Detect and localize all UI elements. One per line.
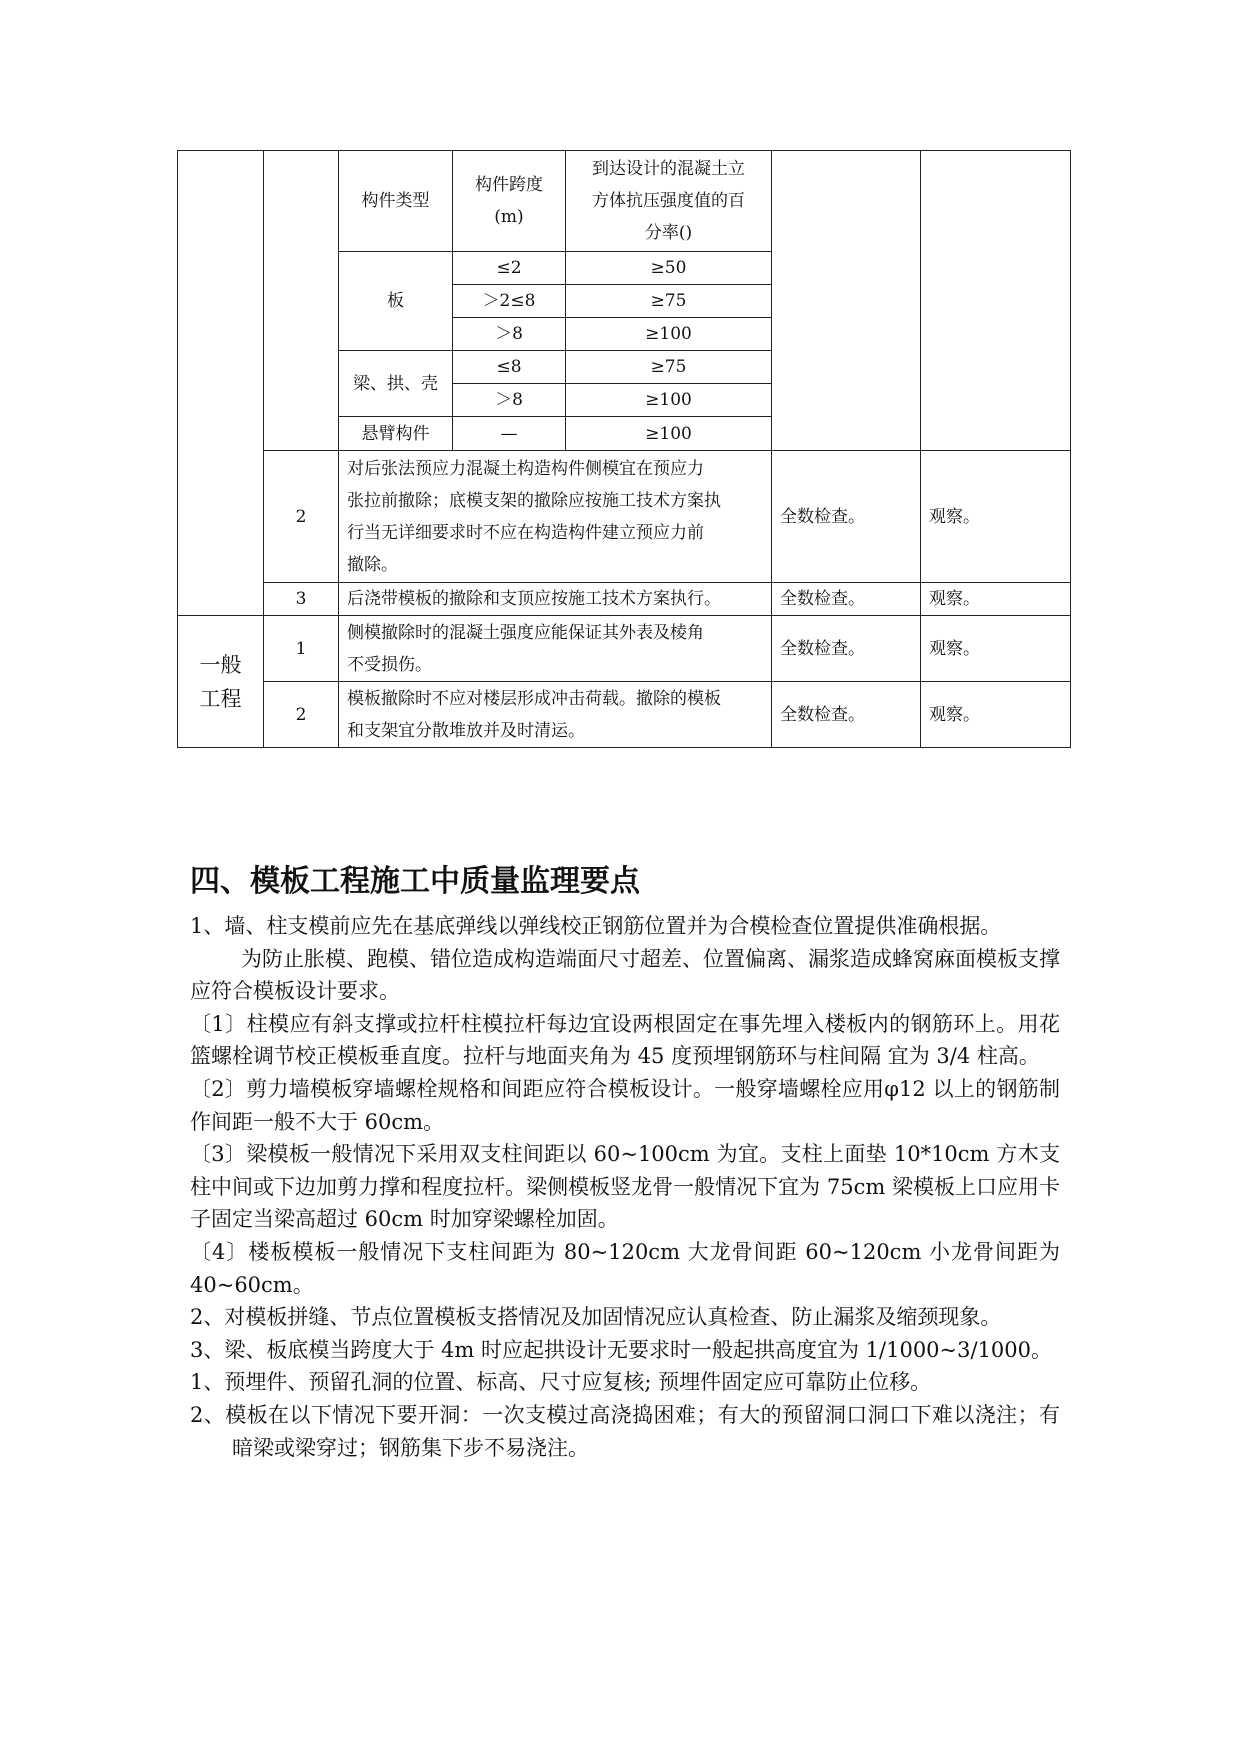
paragraph: 3、梁、板底模当跨度大于 4m 时应起拱设计无要求时一般起拱高度宜为 1/1000~3/1000。 [190, 1337, 1053, 1362]
beam-span-1: ≤8 [453, 351, 566, 384]
paragraph: 2、模板在以下情况下要开洞：一次支模过高浇捣困难；有大的预留洞口洞口下难以浇注；有暗梁或梁穿过；钢筋集下步不易浇注。 [190, 1402, 1060, 1460]
slab-label: 板 [339, 252, 453, 351]
slab-value-3: ≥100 [566, 318, 772, 351]
item-method: 观察。 [921, 583, 1071, 616]
item-check: 全数检查。 [772, 682, 921, 748]
paragraph: 为防止胀模、跑模、错位造成构造端面尺寸超差、位置偏离、漏浆造成蜂窝麻面模板支撑应符合模板设计要求。 [190, 946, 1060, 1004]
item-method: 观察。 [921, 616, 1071, 682]
paragraph: 〔1〕柱模应有斜支撑或拉杆柱模拉杆每边宜设两根固定在事先埋入楼板内的钢筋环上。用花篮螺栓调节校正模板垂直度。拉杆与地面夹角为 45 度预埋钢筋环与柱间隔 宜为 3/4 柱高。 [190, 1011, 1060, 1069]
formwork-removal-table [177, 150, 1071, 748]
section-heading: 四、模板工程施工中质量监理要点 [190, 864, 640, 899]
beam-value-2: ≥100 [566, 384, 772, 417]
slab-span-3: ＞8 [453, 318, 566, 351]
item-no: 3 [264, 583, 339, 616]
item-text: 模板撤除时不应对楼层形成冲击荷载。撤除的模板 和支架宜分散堆放并及时清运。 [339, 682, 772, 748]
item-no-cell-1 [264, 151, 339, 451]
beam-label: 梁、拱、壳 [339, 351, 453, 417]
header-component-type: 构件类型 [339, 151, 453, 252]
paragraph: 〔4〕楼板模板一般情况下支柱间距为 80~120cm 大龙骨间距 60~120cm 小龙骨间距为 40~60cm。 [190, 1239, 1060, 1297]
slab-value-1: ≥50 [566, 252, 772, 285]
item-method: 观察。 [921, 451, 1071, 583]
cantilever-label: 悬臂构件 [339, 417, 453, 451]
paragraph: 1、预埋件、预留孔洞的位置、标高、尺寸应复核; 预埋件固定应可靠防止位移。 [190, 1370, 932, 1395]
paragraph: 〔3〕梁模板一般情况下采用双支柱间距以 60~100cm 为宜。支柱上面垫 10*10cm 方木支柱中间或下边加剪力撑和程度拉杆。梁侧模板竖龙骨一般情况下宜为 75cm 梁模板上口应用卡子固定当梁高超过 60cm 时加穿梁螺栓加固。 [190, 1142, 1060, 1232]
item-check: 全数检查。 [772, 616, 921, 682]
item-check: 全数检查。 [772, 451, 921, 583]
item-method: 观察。 [921, 682, 1071, 748]
beam-value-1: ≥75 [566, 351, 772, 384]
item-text: 侧模撤除时的混凝土强度应能保证其外表及棱角 不受损伤。 [339, 616, 772, 682]
slab-value-2: ≥75 [566, 285, 772, 318]
category-cell-main [178, 151, 264, 616]
general-category-label: 一般 工程 [178, 616, 264, 748]
section-body [190, 910, 1060, 1464]
check-cell-1 [772, 151, 921, 451]
cantilever-span: — [453, 417, 566, 451]
item-no: 1 [264, 616, 339, 682]
paragraph: 1、墙、柱支模前应先在基底弹线以弹线校正钢筋位置并为合模检查位置提供准确根据。 [190, 914, 1002, 938]
header-strength-percent: 到达设计的混凝土立 方体抗压强度值的百 分率() [566, 151, 772, 252]
item-check: 全数检查。 [772, 583, 921, 616]
paragraph: 〔2〕剪力墙模板穿墙螺栓规格和间距应符合模板设计。一般穿墙螺栓应用φ12 以上的钢筋制作间距一般不大于 60cm。 [190, 1076, 1060, 1134]
item-no: 2 [264, 682, 339, 748]
header-span: 构件跨度 (m) [453, 151, 566, 252]
item-text: 后浇带模板的撤除和支顶应按施工技术方案执行。 [339, 583, 772, 616]
method-cell-1 [921, 151, 1071, 451]
item-text: 对后张法预应力混凝土构造构件侧模宜在预应力 张拉前撤除；底模支架的撤除应按施工技术方案执 行当无详细要求时不应在构造构件建立预应力前 撤除。 [339, 451, 772, 583]
item-no: 2 [264, 451, 339, 583]
slab-span-2: ＞2≤8 [453, 285, 566, 318]
beam-span-2: ＞8 [453, 384, 566, 417]
paragraph: 2、对模板拼缝、节点位置模板支搭情况及加固情况应认真检查、防止漏浆及缩颈现象。 [190, 1305, 1002, 1330]
slab-span-1: ≤2 [453, 252, 566, 285]
cantilever-value: ≥100 [566, 417, 772, 451]
